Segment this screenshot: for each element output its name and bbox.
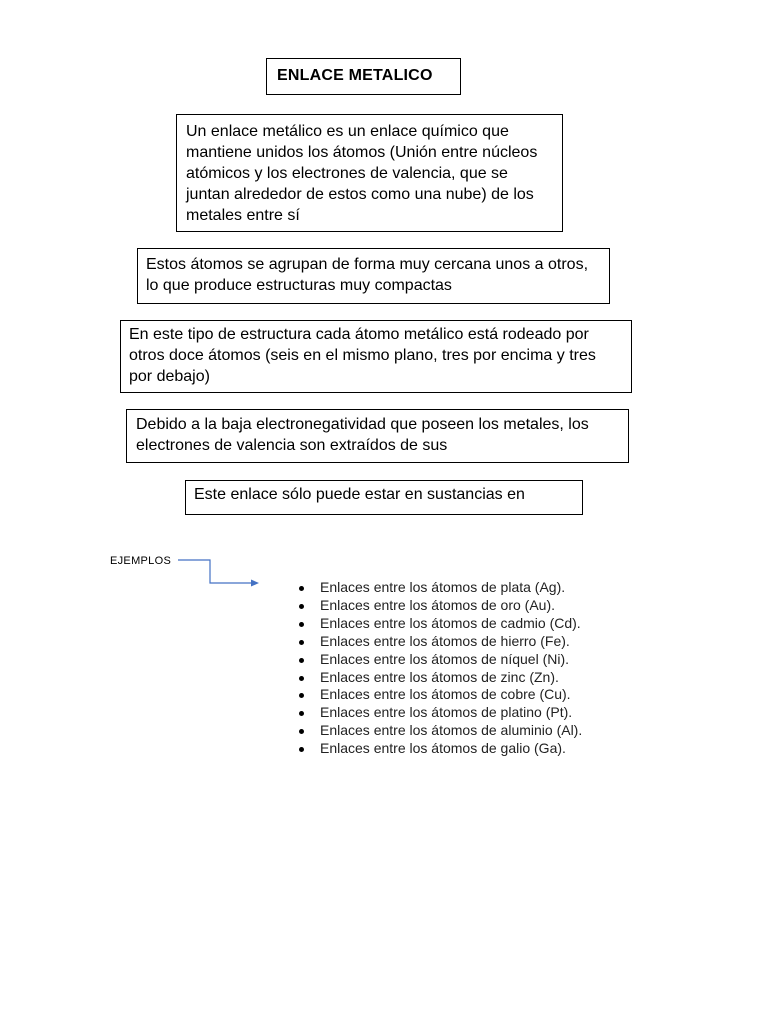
concept-box-electronegativity xyxy=(126,409,629,463)
bullet-icon xyxy=(299,676,304,681)
list-item-text: Enlaces entre los átomos de zinc (Zn). xyxy=(320,668,559,685)
list-item-text: Enlaces entre los átomos de aluminio (Al). xyxy=(320,722,583,739)
list-item-text: Enlaces entre los átomos de oro (Au). xyxy=(320,596,556,613)
bullet-icon xyxy=(299,711,304,716)
page-title: ENLACE METALICO xyxy=(277,67,433,84)
concept-text-structure: En este tipo de estructura cada átomo metálico está rodeado por otros doce átomos (seis en el mismo plano, tres por encima y tres por debajo) xyxy=(129,326,596,385)
arrow-right-icon xyxy=(175,552,265,592)
examples-list xyxy=(296,579,582,758)
concept-text-grouping: Estos átomos se agrupan de forma muy cercana unos a otros, lo que produce estructuras muy compactas xyxy=(146,256,589,294)
concept-box-definition xyxy=(176,114,563,232)
list-item xyxy=(296,722,582,740)
bullet-icon xyxy=(299,658,304,663)
bullet-icon xyxy=(299,693,304,698)
list-item xyxy=(296,704,582,722)
concept-box-structure xyxy=(120,320,632,393)
concept-text-definition: Un enlace metálico es un enlace químico que mantiene unidos los átomos (Unión entre núcleos atómicos y los electrones de valencia, que se juntan alrededor de estos como una nube) de los metales entre sí xyxy=(186,123,538,224)
list-item xyxy=(296,740,582,758)
list-item-text: Enlaces entre los átomos de níquel (Ni). xyxy=(320,650,570,667)
list-item xyxy=(296,615,582,633)
concept-text-substances: Este enlace sólo puede estar en sustancias en xyxy=(194,486,525,503)
concept-box-substances xyxy=(185,480,583,515)
concept-box-grouping xyxy=(137,248,610,304)
list-item-text: Enlaces entre los átomos de cadmio (Cd). xyxy=(320,614,581,631)
concept-text-electronegativity: Debido a la baja electronegatividad que poseen los metales, los electrones de valencia son extraídos de sus xyxy=(136,416,589,454)
bullet-icon xyxy=(299,622,304,627)
examples-label: EJEMPLOS xyxy=(110,555,172,567)
bullet-icon xyxy=(299,586,304,591)
list-item-text: Enlaces entre los átomos de hierro (Fe). xyxy=(320,632,570,649)
list-item-text: Enlaces entre los átomos de cobre (Cu). xyxy=(320,686,571,703)
bullet-icon xyxy=(299,640,304,645)
bullet-icon xyxy=(299,604,304,609)
list-item xyxy=(296,633,582,651)
list-item xyxy=(296,579,582,597)
bullet-icon xyxy=(299,729,304,734)
list-item xyxy=(296,651,582,669)
list-item xyxy=(296,669,582,687)
list-item xyxy=(296,686,582,704)
title-box xyxy=(266,58,461,95)
list-item xyxy=(296,597,582,615)
list-item-text: Enlaces entre los átomos de platino (Pt). xyxy=(320,704,573,721)
list-item-text: Enlaces entre los átomos de galio (Ga). xyxy=(320,740,566,757)
list-item-text: Enlaces entre los átomos de plata (Ag). xyxy=(320,579,566,595)
bullet-icon xyxy=(299,747,304,752)
